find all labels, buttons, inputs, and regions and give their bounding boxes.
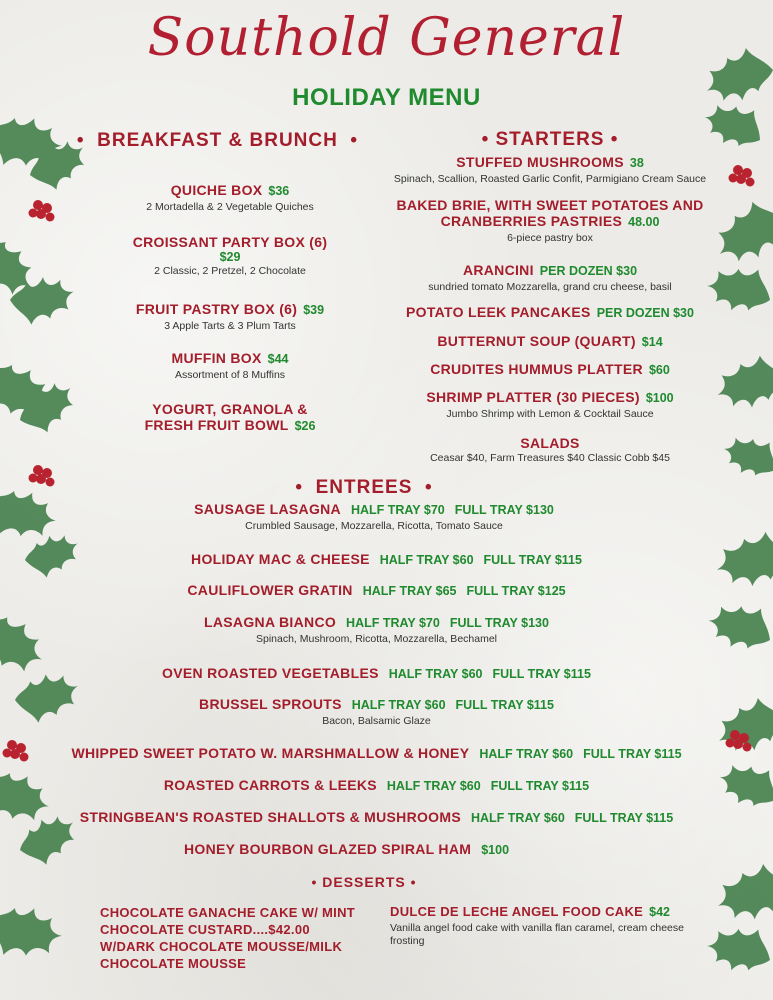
menu-item-brussel-sprouts: BRUSSEL SPROUTS HALF TRAY $60 FULL TRAY $115 Bacon, Balsamic Glaze	[199, 696, 554, 727]
holly-leaf-icon	[0, 901, 66, 964]
menu-item-quiche-box: QUICHE BOX $36 2 Mortadella & 2 Vegetable Quiches	[146, 182, 314, 213]
holly-leaf-icon	[711, 859, 773, 928]
menu-item-muffin-box: MUFFIN BOX $44 Assortment of 8 Muffins	[171, 350, 289, 381]
holly-leaf-icon	[704, 921, 773, 976]
menu-item-butternut-soup: BUTTERNUT SOUP (QUART) $14	[437, 333, 663, 349]
menu-item-shrimp-platter: SHRIMP PLATTER (30 PIECES) $100 Jumbo Shrimp with Lemon & Cocktail Sauce	[426, 389, 674, 420]
menu-item-mac-cheese: HOLIDAY MAC & CHEESE HALF TRAY $60 FULL TRAY $115	[191, 551, 582, 567]
section-heading-desserts: • DESSERTS •	[311, 874, 417, 890]
page-subtitle: HOLIDAY MENU	[292, 84, 481, 111]
menu-item-croissant-box: CROISSANT PARTY BOX (6) $29 2 Classic, 2 Pretzel, 2 Chocolate	[132, 234, 328, 277]
section-heading-starters: • STARTERS •	[481, 129, 619, 150]
menu-item-fruit-pastry-box: FRUIT PASTRY BOX (6) $39 3 Apple Tarts & 3 Plum Tarts	[135, 301, 325, 332]
menu-item-whipped-sweet-potato: WHIPPED SWEET POTATO W. MARSHMALLOW & HONEY HALF TRAY $60 FULL TRAY $115	[71, 745, 682, 761]
menu-item-spiral-ham: HONEY BOURBON GLAZED SPIRAL HAM $100	[183, 841, 510, 857]
menu-item-salads: SALADS Ceasar $40, Farm Treasures $40 Classic Cobb $45	[430, 435, 670, 464]
menu-item-stuffed-mushrooms: STUFFED MUSHROOMS 38 Spinach, Scallion, Roasted Garlic Confit, Parmigiano Cream Sauce	[393, 154, 707, 185]
menu-item-oven-roasted-vegetables: OVEN ROASTED VEGETABLES HALF TRAY $60 FULL TRAY $115	[162, 665, 591, 681]
menu-item-cauliflower-gratin: CAULIFLOWER GRATIN HALF TRAY $65 FULL TRAY $125	[187, 582, 566, 598]
menu-item-crudites-platter: CRUDITES HUMMUS PLATTER $60	[430, 361, 670, 377]
menu-item-potato-leek-pancakes: POTATO LEEK PANCAKES PER DOZEN $30	[406, 304, 694, 320]
dessert-dulce-de-leche-cake: DULCE DE LECHE ANGEL FOOD CAKE $42 Vanilla angel food cake with vanilla flan caramel, cream cheese frosting	[390, 904, 684, 947]
menu-item-sausage-lasagna: SAUSAGE LASAGNA HALF TRAY $70 FULL TRAY $130 Crumbled Sausage, Mozzarella, Ricotta, Tomato Sauce	[194, 501, 554, 532]
menu-item-baked-brie: BAKED BRIE, WITH SWEET POTATOES AND CRANBERRIES PASTRIES 48.00 6-piece pastry box	[396, 197, 704, 244]
menu-item-roasted-carrots: ROASTED CARROTS & LEEKS HALF TRAY $60 FULL TRAY $115	[163, 777, 590, 793]
holly-berry-icon	[29, 200, 55, 222]
menu-item-stringbeans: STRINGBEAN'S ROASTED SHALLOTS & MUSHROOMS HALF TRAY $60 FULL TRAY $115	[79, 809, 674, 825]
section-heading-entrees: • ENTREES •	[295, 477, 433, 498]
menu-item-yogurt-bowl: YOGURT, GRANOLA & FRESH FRUIT BOWL $26	[144, 401, 316, 433]
menu-item-arancini: ARANCINI PER DOZEN $30 sundried tomato Mozzarella, grand cru cheese, basil	[428, 262, 672, 293]
page-title: Southold General	[147, 8, 626, 68]
dessert-chocolate-ganache-cake: CHOCOLATE GANACHE CAKE W/ MINT CHOCOLATE CUSTARD....$42.00 W/DARK CHOCOLATE MOUSSE/MILK CHOCOLATE MOUSSE	[100, 905, 356, 971]
section-heading-breakfast: • BREAKFAST & BRUNCH •	[76, 130, 359, 151]
menu-item-lasagna-bianco: LASAGNA BIANCO HALF TRAY $70 FULL TRAY $130 Spinach, Mushroom, Ricotta, Mozzarella, Bechamel	[204, 614, 549, 645]
